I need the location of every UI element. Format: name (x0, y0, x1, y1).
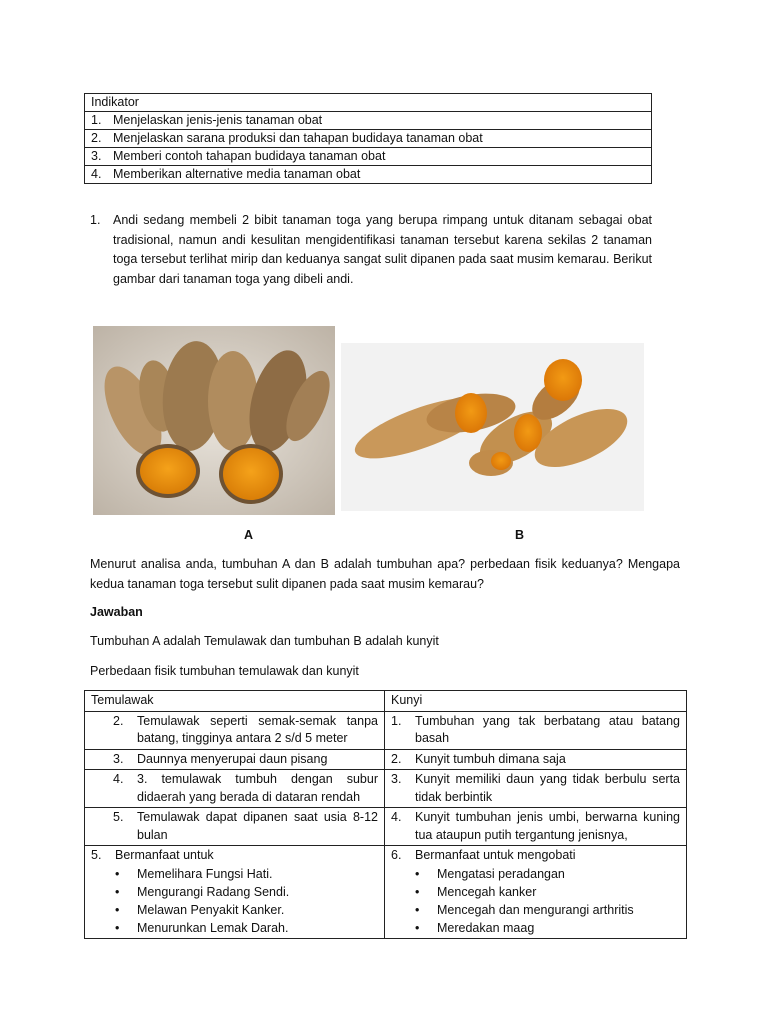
list-item: • Mengatasi peradangan (391, 865, 680, 883)
table-row-benefits: 5. Bermanfaat untuk • Memelihara Fungsi Hati. • Mengurangi Radang Sendi. • Melawan Penyakit Kanker. • Menurunkan Lemak Darah. 6. Bermanfaat untuk mengobati • Mengatasi peradangan • Mencegah kanker • Mencegah dan mengurangi arthritis • Meredakan maag (85, 846, 687, 939)
question-text: Andi sedang membeli 2 bibit tanaman toga yang berupa rimpang untuk ditanam sebagai obat tradisional, namun andi kesulitan mengidentifikasi tanaman tersebut karena sekilas 2 tanaman toga tersebut terlihat mirip dan keduanya sangat sulit dipanen pada saat musim kemarau. Berikut gambar dari tanaman toga yang dibeli andi. (113, 213, 652, 286)
kunyit-benefits-title: Bermanfaat untuk mengobati (415, 848, 576, 862)
image-a-temulawak (93, 326, 335, 515)
column-header-kunyit: Kunyi (385, 691, 687, 712)
image-a-label: A (244, 528, 254, 542)
temulawak-benefits-title: Bermanfaat untuk (115, 848, 214, 862)
list-item: • Mencegah kanker (391, 883, 680, 901)
analysis-question: Menurut analisa anda, tumbuhan A dan B adalah tumbuhan apa? perbedaan fisik keduanya? Mengapa kedua tanaman toga tersebut sulit dipanen pada saat musim kemarau? (90, 557, 680, 591)
table-row: 4. 3. temulawak tumbuh dengan subur didaerah yang berada di dataran rendah 3. Kunyit memiliki daun yang tidak berbulu serta tidak berbintik (85, 770, 687, 808)
answer-text: Tumbuhan A adalah Temulawak dan tumbuhan B adalah kunyit (90, 634, 439, 648)
indikator-row: 2. Menjelaskan sarana produksi dan tahapan budidaya tanaman obat (85, 130, 652, 148)
indikator-row: 4. Memberikan alternative media tanaman obat (85, 166, 652, 184)
image-b-kunyit (341, 343, 644, 511)
difference-title: Perbedaan fisik tumbuhan temulawak dan kunyit (90, 664, 359, 678)
kunyit-cell: Tumbuhan yang tak berbatang atau batang basah (415, 713, 680, 745)
table-row: 3. Daunnya menyerupai daun pisang 2. Kunyit tumbuh dimana saja (85, 749, 687, 770)
temulawak-cell: Daunnya menyerupai daun pisang (137, 751, 328, 766)
indikator-row: 1. Menjelaskan jenis-jenis tanaman obat (85, 112, 652, 130)
kunyit-cell: Kunyit tumbuhan jenis umbi, berwarna kuning tua ataupun putih tergantung jenisnya, (415, 810, 680, 842)
temulawak-cell: 3. temulawak tumbuh dengan subur didaerah yang berada di dataran rendah (137, 772, 378, 804)
table-row: 5. Temulawak dapat dipanen saat usia 8-12 bulan 4. Kunyit tumbuhan jenis umbi, berwarna kuning tua ataupun putih tergantung jenisnya, (85, 808, 687, 846)
list-item: • Mencegah dan mengurangi arthritis (391, 901, 680, 919)
temulawak-cell: Temulawak dapat dipanen saat usia 8-12 bulan (137, 810, 378, 842)
table-row: 2. Temulawak seperti semak-semak tanpa batang, tingginya antara 2 s/d 5 meter 1. Tumbuhan yang tak berbatang atau batang basah (85, 711, 687, 749)
answer-heading: Jawaban (90, 605, 143, 619)
list-item: • Memelihara Fungsi Hati. (91, 865, 378, 883)
kunyit-cell: Kunyit memiliki daun yang tidak berbulu serta tidak berbintik (415, 772, 680, 804)
temulawak-benefits-list (91, 865, 378, 937)
question-number: 1. (90, 213, 101, 227)
list-item: • Menurunkan Lemak Darah. (91, 919, 378, 937)
kunyit-cell: Kunyit tumbuh dimana saja (415, 751, 566, 766)
list-item: • Mengurangi Radang Sendi. (91, 883, 378, 901)
indikator-row: 3. Memberi contoh tahapan budidaya tanaman obat (85, 148, 652, 166)
comparison-table (84, 690, 687, 939)
list-item: • Melawan Penyakit Kanker. (91, 901, 378, 919)
indikator-header: Indikator (85, 94, 652, 112)
column-header-temulawak: Temulawak (85, 691, 385, 712)
indikator-table (84, 93, 652, 184)
temulawak-cell: Temulawak seperti semak-semak tanpa batang, tingginya antara 2 s/d 5 meter (137, 713, 378, 745)
kunyit-benefits-list (391, 865, 680, 937)
image-b-label: B (515, 528, 525, 542)
list-item: • Meredakan maag (391, 919, 680, 937)
question-1 (90, 211, 652, 289)
